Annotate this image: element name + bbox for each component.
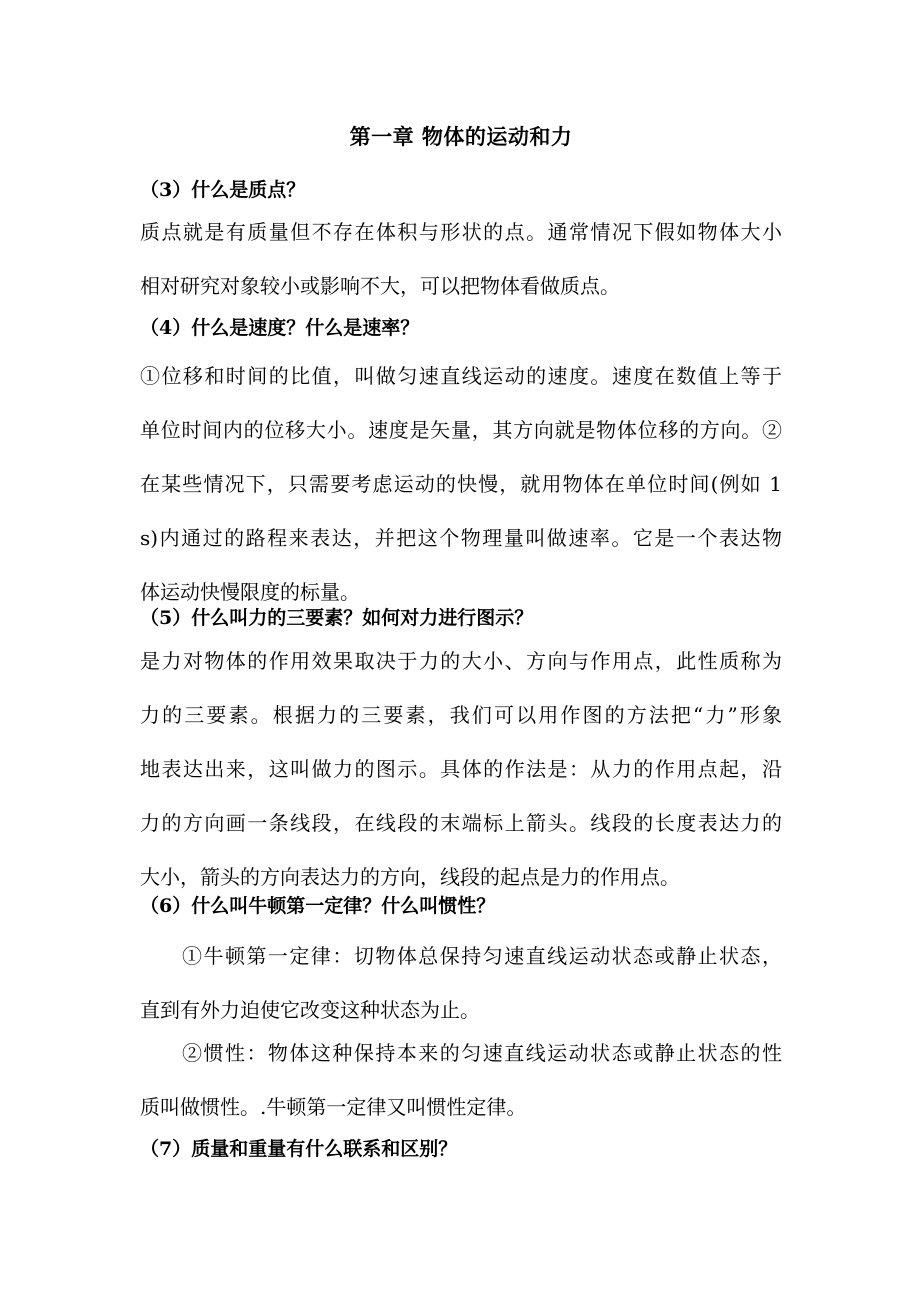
- answer-paragraph-3: [140, 205, 782, 313]
- answer-paragraph-4: [140, 349, 782, 619]
- text-line: ①位移和时间的比值，叫做匀速直线运动的速度。速度在数值上等于: [140, 364, 782, 388]
- question-heading-3: （3）什么是质点？: [140, 179, 306, 201]
- question-heading-4: （4）什么是速度？什么是速率？: [140, 317, 420, 339]
- answer-paragraph-6a: [140, 929, 782, 1037]
- chapter-title: 第一章 物体的运动和力: [349, 124, 573, 149]
- text-line: 相对研究对象较小或影响不大，可以把物体看做质点。: [140, 274, 620, 298]
- text-line: 是力对物体的作用效果取决于力的大小、方向与作用点，此性质称为: [140, 649, 782, 673]
- question-heading-6: （6）什么叫牛顿第一定律？什么叫惯性？: [140, 895, 496, 917]
- text-line: 质叫做惯性。.牛顿第一定律又叫惯性定律。: [140, 1095, 527, 1119]
- question-heading-5: （5）什么叫力的三要素？如何对力进行图示？: [140, 607, 534, 629]
- text-line: ①牛顿第一定律：切物体总保持匀速直线运动状态或静止状态，: [182, 944, 782, 968]
- text-line: s)内通过的路程来表达，并把这个物理量叫做速率。它是一个表达物: [140, 526, 782, 550]
- question-heading-7: （7）质量和重量有什么联系和区别？: [140, 1138, 458, 1160]
- text-line: 大小，箭头的方向表达力的方向，线段的起点是力的作用点。: [140, 865, 680, 889]
- text-line: 单位时间内的位移大小。速度是矢量，其方向就是物体位移的方向。②: [140, 418, 782, 442]
- text-line: 地表达出来，这叫做力的图示。具体的作法是：从力的作用点起，沿: [140, 757, 782, 781]
- answer-paragraph-6b: [140, 1026, 782, 1134]
- text-line: 体运动快慢限度的标量。: [140, 580, 360, 604]
- answer-paragraph-5: [140, 634, 782, 904]
- text-line: 直到有外力迫使它改变这种状态为止。: [140, 998, 480, 1022]
- text-line: 质点就是有质量但不存在体积与形状的点。通常情况下假如物体大小: [140, 220, 782, 244]
- text-line: 力的三要素。根据力的三要素，我们可以用作图的方法把“力”形象: [140, 703, 782, 727]
- text-line: 力的方向画一条线段，在线段的末端标上箭头。线段的长度表达力的: [140, 811, 782, 835]
- text-line: 在某些情况下，只需要考虑运动的快慢，就用物体在单位时间(例如 1: [140, 472, 782, 496]
- text-line: ②惯性：物体这种保持本来的匀速直线运动状态或静止状态的性: [182, 1041, 782, 1065]
